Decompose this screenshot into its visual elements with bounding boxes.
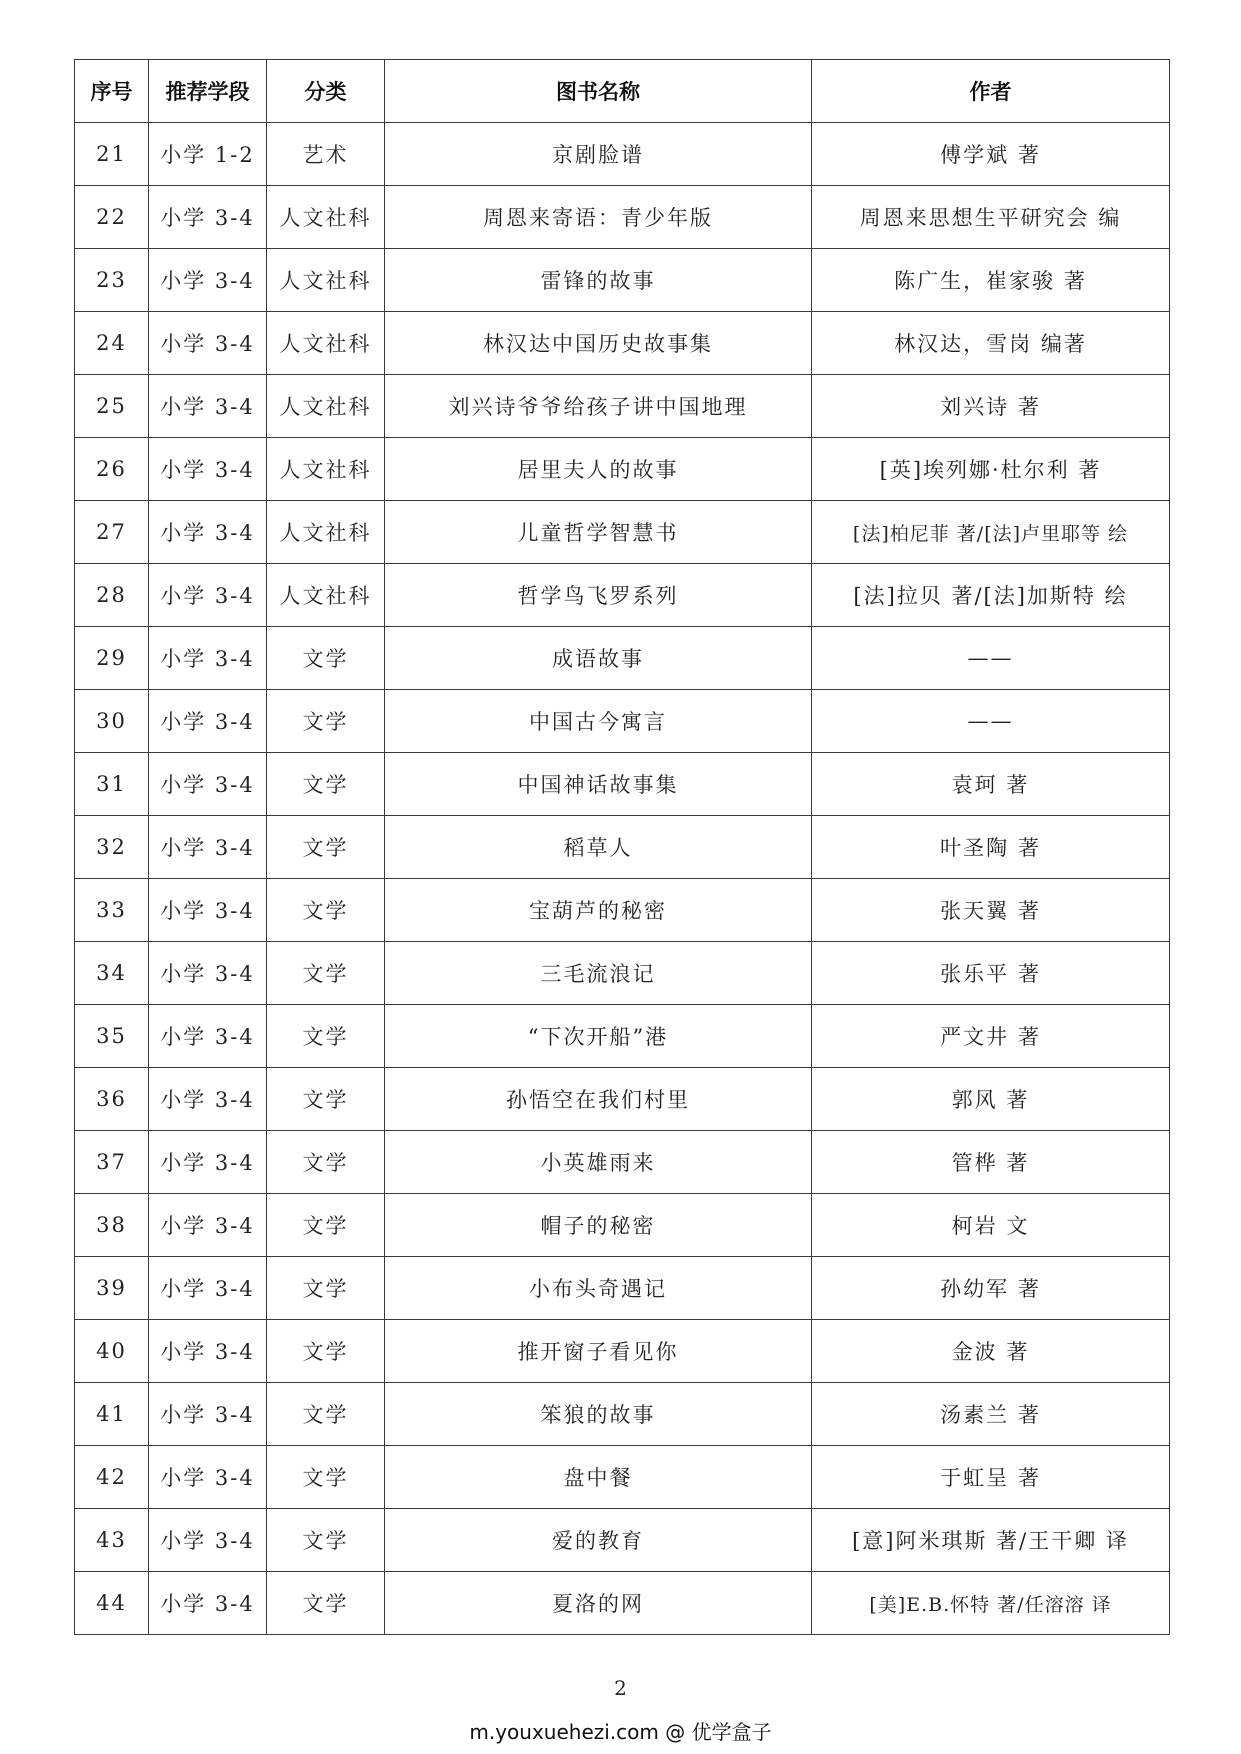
cell-title: 爱的教育 <box>385 1509 812 1572</box>
cell-author: 严文井 著 <box>812 1005 1170 1068</box>
cell-number: 37 <box>75 1131 149 1194</box>
cell-number: 31 <box>75 753 149 816</box>
cell-title: 居里夫人的故事 <box>385 438 812 501</box>
cell-title: 孙悟空在我们村里 <box>385 1068 812 1131</box>
table-row <box>75 1068 1170 1131</box>
cell-stage: 小学 3-4 <box>149 1320 267 1383</box>
table-row <box>75 1131 1170 1194</box>
table-row <box>75 816 1170 879</box>
header-category: 分类 <box>267 60 385 123</box>
cell-stage: 小学 3-4 <box>149 1257 267 1320</box>
cell-stage: 小学 3-4 <box>149 1068 267 1131</box>
table-row <box>75 501 1170 564</box>
cell-author: [英]埃列娜·杜尔利 著 <box>812 438 1170 501</box>
cell-number: 35 <box>75 1005 149 1068</box>
cell-stage: 小学 3-4 <box>149 501 267 564</box>
cell-number: 38 <box>75 1194 149 1257</box>
cell-author: 陈广生，崔家骏 著 <box>812 249 1170 312</box>
cell-stage: 小学 3-4 <box>149 375 267 438</box>
cell-number: 41 <box>75 1383 149 1446</box>
cell-author: 刘兴诗 著 <box>812 375 1170 438</box>
table-row <box>75 1446 1170 1509</box>
cell-stage: 小学 3-4 <box>149 1572 267 1635</box>
header-author: 作者 <box>812 60 1170 123</box>
cell-author: 张乐平 著 <box>812 942 1170 1005</box>
table-row <box>75 564 1170 627</box>
cell-title: 中国神话故事集 <box>385 753 812 816</box>
cell-category: 人文社科 <box>267 438 385 501</box>
cell-stage: 小学 3-4 <box>149 1383 267 1446</box>
cell-author: 于虹呈 著 <box>812 1446 1170 1509</box>
table-row <box>75 1194 1170 1257</box>
table-row <box>75 1509 1170 1572</box>
cell-author: 孙幼军 著 <box>812 1257 1170 1320</box>
cell-category: 人文社科 <box>267 501 385 564</box>
cell-number: 34 <box>75 942 149 1005</box>
cell-title: 哲学鸟飞罗系列 <box>385 564 812 627</box>
cell-stage: 小学 3-4 <box>149 1446 267 1509</box>
cell-title: 周恩来寄语：青少年版 <box>385 186 812 249</box>
table-row <box>75 1320 1170 1383</box>
header-title: 图书名称 <box>385 60 812 123</box>
book-list-table <box>74 59 1170 1635</box>
cell-title: 推开窗子看见你 <box>385 1320 812 1383</box>
cell-stage: 小学 3-4 <box>149 249 267 312</box>
cell-number: 22 <box>75 186 149 249</box>
cell-number: 29 <box>75 627 149 690</box>
table-row <box>75 690 1170 753</box>
cell-title: 帽子的秘密 <box>385 1194 812 1257</box>
cell-title: 京剧脸谱 <box>385 123 812 186</box>
cell-category: 文学 <box>267 942 385 1005</box>
table-row <box>75 627 1170 690</box>
cell-title: 夏洛的网 <box>385 1572 812 1635</box>
cell-number: 24 <box>75 312 149 375</box>
table-row <box>75 312 1170 375</box>
cell-category: 文学 <box>267 753 385 816</box>
cell-category: 文学 <box>267 690 385 753</box>
cell-number: 42 <box>75 1446 149 1509</box>
table-row <box>75 375 1170 438</box>
cell-title: 宝葫芦的秘密 <box>385 879 812 942</box>
cell-title: “下次开船”港 <box>385 1005 812 1068</box>
cell-title: 小布头奇遇记 <box>385 1257 812 1320</box>
cell-number: 27 <box>75 501 149 564</box>
table-body <box>75 123 1170 1635</box>
cell-category: 文学 <box>267 1446 385 1509</box>
cell-number: 21 <box>75 123 149 186</box>
cell-author: 张天翼 著 <box>812 879 1170 942</box>
cell-title: 中国古今寓言 <box>385 690 812 753</box>
cell-stage: 小学 3-4 <box>149 690 267 753</box>
cell-number: 25 <box>75 375 149 438</box>
cell-author: —— <box>812 690 1170 753</box>
cell-author: 叶圣陶 著 <box>812 816 1170 879</box>
cell-stage: 小学 3-4 <box>149 627 267 690</box>
header-stage: 推荐学段 <box>149 60 267 123</box>
cell-author: [意]阿米琪斯 著/王干卿 译 <box>812 1509 1170 1572</box>
cell-category: 文学 <box>267 1257 385 1320</box>
cell-stage: 小学 3-4 <box>149 186 267 249</box>
cell-title: 儿童哲学智慧书 <box>385 501 812 564</box>
watermark-text: m.youxuehezi.com @ 优学盒子 <box>469 1720 772 1744</box>
table-row <box>75 249 1170 312</box>
cell-stage: 小学 3-4 <box>149 1194 267 1257</box>
cell-title: 成语故事 <box>385 627 812 690</box>
cell-category: 文学 <box>267 1194 385 1257</box>
cell-stage: 小学 3-4 <box>149 438 267 501</box>
cell-title: 笨狼的故事 <box>385 1383 812 1446</box>
cell-title: 三毛流浪记 <box>385 942 812 1005</box>
cell-number: 32 <box>75 816 149 879</box>
table-row <box>75 1572 1170 1635</box>
cell-number: 23 <box>75 249 149 312</box>
cell-category: 文学 <box>267 1383 385 1446</box>
cell-category: 文学 <box>267 816 385 879</box>
cell-number: 28 <box>75 564 149 627</box>
cell-category: 文学 <box>267 879 385 942</box>
cell-category: 文学 <box>267 1068 385 1131</box>
cell-stage: 小学 3-4 <box>149 942 267 1005</box>
cell-category: 人文社科 <box>267 312 385 375</box>
cell-author: 金波 著 <box>812 1320 1170 1383</box>
cell-author: 郭风 著 <box>812 1068 1170 1131</box>
cell-title: 林汉达中国历史故事集 <box>385 312 812 375</box>
table-row <box>75 1257 1170 1320</box>
cell-stage: 小学 3-4 <box>149 312 267 375</box>
cell-number: 33 <box>75 879 149 942</box>
table-row <box>75 186 1170 249</box>
cell-title: 雷锋的故事 <box>385 249 812 312</box>
cell-author: 柯岩 文 <box>812 1194 1170 1257</box>
cell-category: 人文社科 <box>267 249 385 312</box>
header-number: 序号 <box>75 60 149 123</box>
cell-number: 40 <box>75 1320 149 1383</box>
cell-stage: 小学 3-4 <box>149 816 267 879</box>
cell-stage: 小学 3-4 <box>149 564 267 627</box>
table-row <box>75 123 1170 186</box>
cell-category: 文学 <box>267 1131 385 1194</box>
table-row <box>75 753 1170 816</box>
cell-stage: 小学 1-2 <box>149 123 267 186</box>
table-row <box>75 879 1170 942</box>
cell-number: 30 <box>75 690 149 753</box>
cell-category: 人文社科 <box>267 564 385 627</box>
cell-author: —— <box>812 627 1170 690</box>
cell-stage: 小学 3-4 <box>149 879 267 942</box>
cell-category: 文学 <box>267 1572 385 1635</box>
cell-stage: 小学 3-4 <box>149 1509 267 1572</box>
cell-title: 小英雄雨来 <box>385 1131 812 1194</box>
cell-stage: 小学 3-4 <box>149 1005 267 1068</box>
cell-title: 稻草人 <box>385 816 812 879</box>
cell-stage: 小学 3-4 <box>149 753 267 816</box>
cell-title: 刘兴诗爷爷给孩子讲中国地理 <box>385 375 812 438</box>
cell-number: 39 <box>75 1257 149 1320</box>
cell-author: [法]拉贝 著/[法]加斯特 绘 <box>812 564 1170 627</box>
cell-category: 文学 <box>267 1005 385 1068</box>
cell-number: 26 <box>75 438 149 501</box>
cell-author: 汤素兰 著 <box>812 1383 1170 1446</box>
cell-number: 44 <box>75 1572 149 1635</box>
cell-stage: 小学 3-4 <box>149 1131 267 1194</box>
cell-author: [法]柏尼菲 著/[法]卢里耶等 绘 <box>812 501 1170 564</box>
table-row <box>75 1005 1170 1068</box>
cell-author: 袁珂 著 <box>812 753 1170 816</box>
cell-category: 文学 <box>267 1509 385 1572</box>
cell-author: 傅学斌 著 <box>812 123 1170 186</box>
cell-number: 36 <box>75 1068 149 1131</box>
cell-category: 人文社科 <box>267 375 385 438</box>
cell-title: 盘中餐 <box>385 1446 812 1509</box>
table-row <box>75 438 1170 501</box>
cell-author: 管桦 著 <box>812 1131 1170 1194</box>
cell-author: 林汉达，雪岗 编著 <box>812 312 1170 375</box>
table-row <box>75 942 1170 1005</box>
page-number: 2 <box>614 1676 627 1700</box>
cell-category: 艺术 <box>267 123 385 186</box>
table-header-row <box>75 60 1170 123</box>
cell-category: 文学 <box>267 627 385 690</box>
cell-number: 43 <box>75 1509 149 1572</box>
cell-category: 人文社科 <box>267 186 385 249</box>
cell-author: [美]E.B.怀特 著/任溶溶 译 <box>812 1572 1170 1635</box>
cell-category: 文学 <box>267 1320 385 1383</box>
cell-author: 周恩来思想生平研究会 编 <box>812 186 1170 249</box>
table-row <box>75 1383 1170 1446</box>
